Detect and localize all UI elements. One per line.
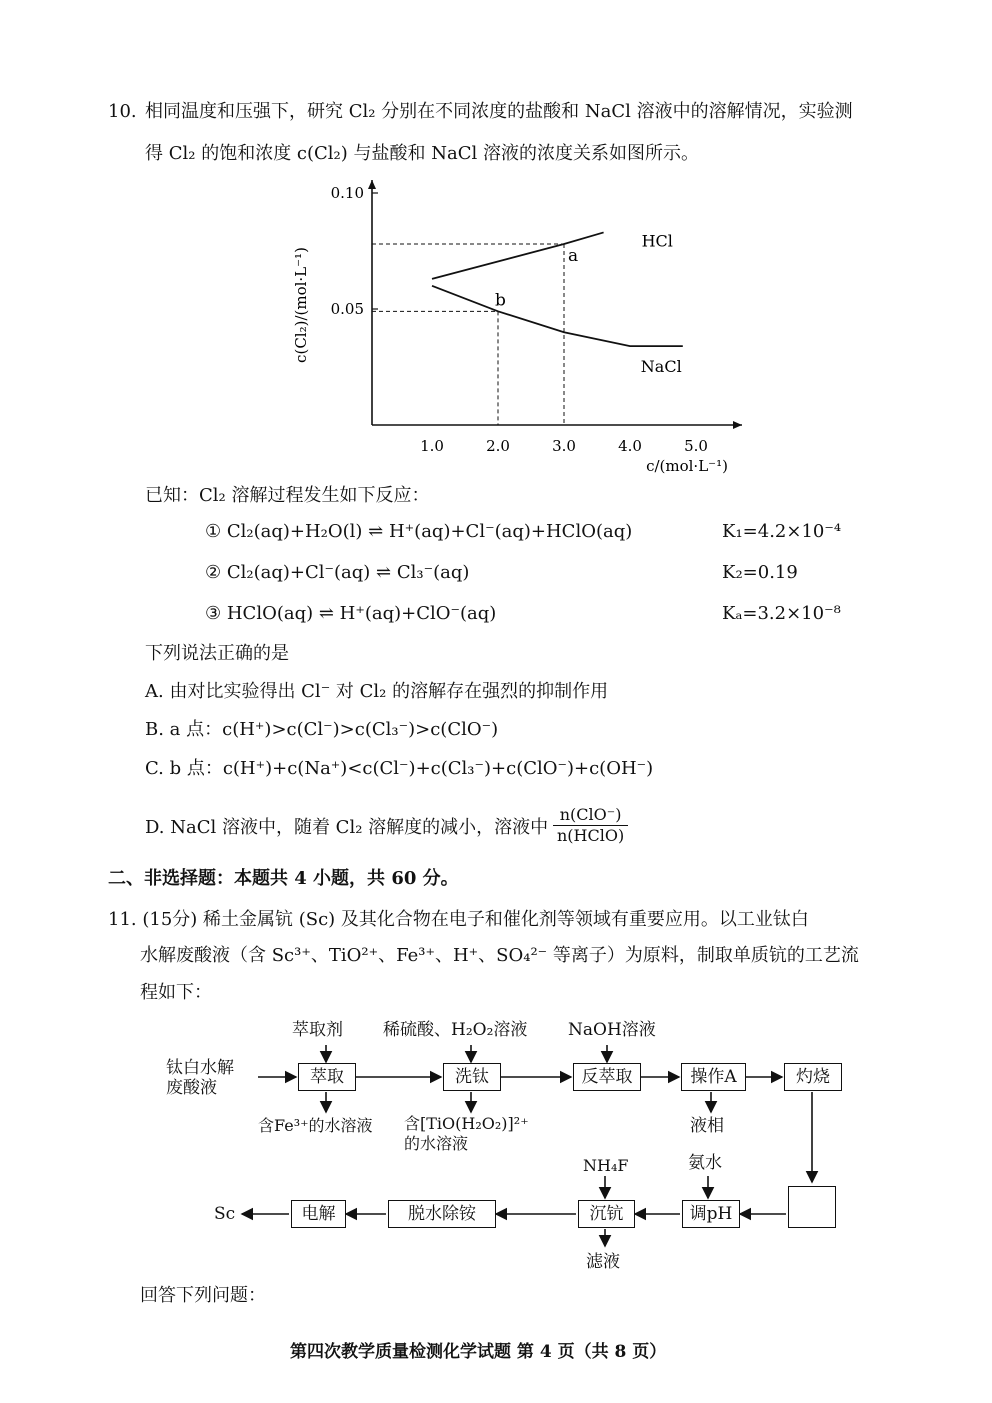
x-tick-label: 4.0 (618, 437, 642, 455)
product-sc: Sc (214, 1204, 236, 1224)
option-c: C. b 点：c(H⁺)+c(Na⁺)<c(Cl⁻)+c(Cl₃⁻)+c(ClO⁻)+c(OH⁻) (145, 758, 654, 779)
step-titanium-wash: 洗钛 (443, 1063, 501, 1091)
output-fe-solution: 含Fe³⁺的水溶液 (258, 1116, 373, 1135)
point-label-b: b (495, 290, 506, 311)
point-label-a: a (568, 246, 579, 267)
reagent-extractant: 萃取剂 (292, 1020, 343, 1040)
q10-line1: 相同温度和压强下，研究 Cl₂ 分别在不同浓度的盐酸和 NaCl 溶液中的溶解情况，实验测 (145, 101, 853, 122)
reagent-nh4f: NH₄F (583, 1156, 629, 1175)
reaction-1-k: K₁=4.2×10⁻⁴ (722, 521, 842, 542)
series-label-nacl: NaCl (640, 357, 682, 377)
reaction-2-k: K₂=0.19 (722, 562, 798, 583)
reaction-2: ② Cl₂(aq)+Cl⁻(aq) ⇌ Cl₃⁻(aq) (205, 562, 470, 583)
x-tick-label: 3.0 (552, 437, 576, 455)
reagent-naoh: NaOH溶液 (568, 1020, 656, 1040)
y-tick-label: 0.05 (330, 300, 364, 318)
option-d-fraction (553, 805, 628, 846)
x-axis-arrow (733, 421, 742, 429)
q10-known: 已知：Cl₂ 溶解过程发生如下反应： (145, 485, 430, 506)
feed-label-2: 废酸液 (166, 1078, 217, 1098)
q11-line2: 水解废酸液（含 Sc³⁺、TiO²⁺、Fe³⁺、H⁺、SO₄²⁻ 等离子）为原料，制取单质钪的工艺流 (140, 945, 859, 966)
step-dehydrate: 脱水除铵 (388, 1200, 496, 1228)
step-back-extraction: 反萃取 (573, 1063, 641, 1091)
step-extraction: 萃取 (298, 1063, 356, 1091)
q11-line1: 11. (15分) 稀土金属钪 (Sc) 及其化合物在电子和催化剂等领域有重要应用。以工业钛白 (108, 909, 809, 930)
step-operation-a: 操作A (681, 1063, 746, 1091)
step-electrolysis: 电解 (291, 1200, 346, 1228)
q10-number: 10. (108, 101, 137, 122)
y-tick-label: 0.10 (330, 184, 364, 202)
reagent-wash: 稀硫酸、H₂O₂溶液 (383, 1020, 528, 1040)
reaction-3: ③ HClO(aq) ⇌ H⁺(aq)+ClO⁻(aq) (205, 603, 497, 624)
option-a: A. 由对比实验得出 Cl⁻ 对 Cl₂ 的溶解存在强烈的抑制作用 (145, 681, 609, 702)
step-adjust-ph: 调pH (682, 1200, 740, 1228)
x-tick-label: 5.0 (684, 437, 708, 455)
fraction-numerator: n(ClO⁻) (553, 805, 628, 826)
blank-box (788, 1186, 836, 1228)
q11-line3: 程如下： (140, 982, 212, 1003)
page-footer: 第四次教学质量检测化学试题 第 4 页（共 8 页） (290, 1342, 667, 1362)
reagent-ammonia: 氨水 (688, 1153, 722, 1173)
step-precipitate-sc: 沉钪 (578, 1200, 635, 1228)
option-d: D. NaCl 溶液中，随着 Cl₂ 溶解度的减小，溶液中 (145, 817, 549, 838)
output-ti-complex-1: 含[TiO(H₂O₂)]²⁺ (404, 1114, 529, 1133)
step-calcination: 灼烧 (784, 1063, 842, 1091)
q10-stem: 下列说法正确的是 (145, 643, 289, 664)
q10-line2: 得 Cl₂ 的饱和浓度 c(Cl₂) 与盐酸和 NaCl 溶液的浓度关系如图所示。 (145, 143, 699, 164)
x-tick-label: 1.0 (420, 437, 444, 455)
x-axis-label: c/(mol·L⁻¹) (646, 457, 728, 475)
output-ti-complex-2: 的水溶液 (404, 1134, 469, 1153)
section2-title: 二、非选择题：本题共 4 小题，共 60 分。 (108, 868, 459, 889)
q11-answer-prompt: 回答下列问题： (140, 1285, 266, 1306)
y-axis-arrow (368, 180, 376, 189)
y-axis-label: c(Cl₂)/(mol·L⁻¹) (292, 247, 310, 363)
output-liquid-phase: 液相 (690, 1116, 724, 1136)
feed-label-1: 钛白水解 (166, 1058, 234, 1078)
x-tick-label: 2.0 (486, 437, 510, 455)
option-b: B. a 点：c(H⁺)>c(Cl⁻)>c(Cl₃⁻)>c(ClO⁻) (145, 719, 499, 740)
series-label-hcl: HCl (641, 231, 673, 251)
series-line-nacl (432, 286, 683, 346)
reaction-3-k: Kₐ=3.2×10⁻⁸ (722, 603, 841, 624)
reaction-1: ① Cl₂(aq)+H₂O(l) ⇌ H⁺(aq)+Cl⁻(aq)+HClO(aq) (205, 521, 633, 542)
solubility-chart (280, 175, 750, 475)
output-filtrate: 滤液 (586, 1252, 620, 1272)
fraction-denominator: n(HClO) (557, 826, 625, 845)
